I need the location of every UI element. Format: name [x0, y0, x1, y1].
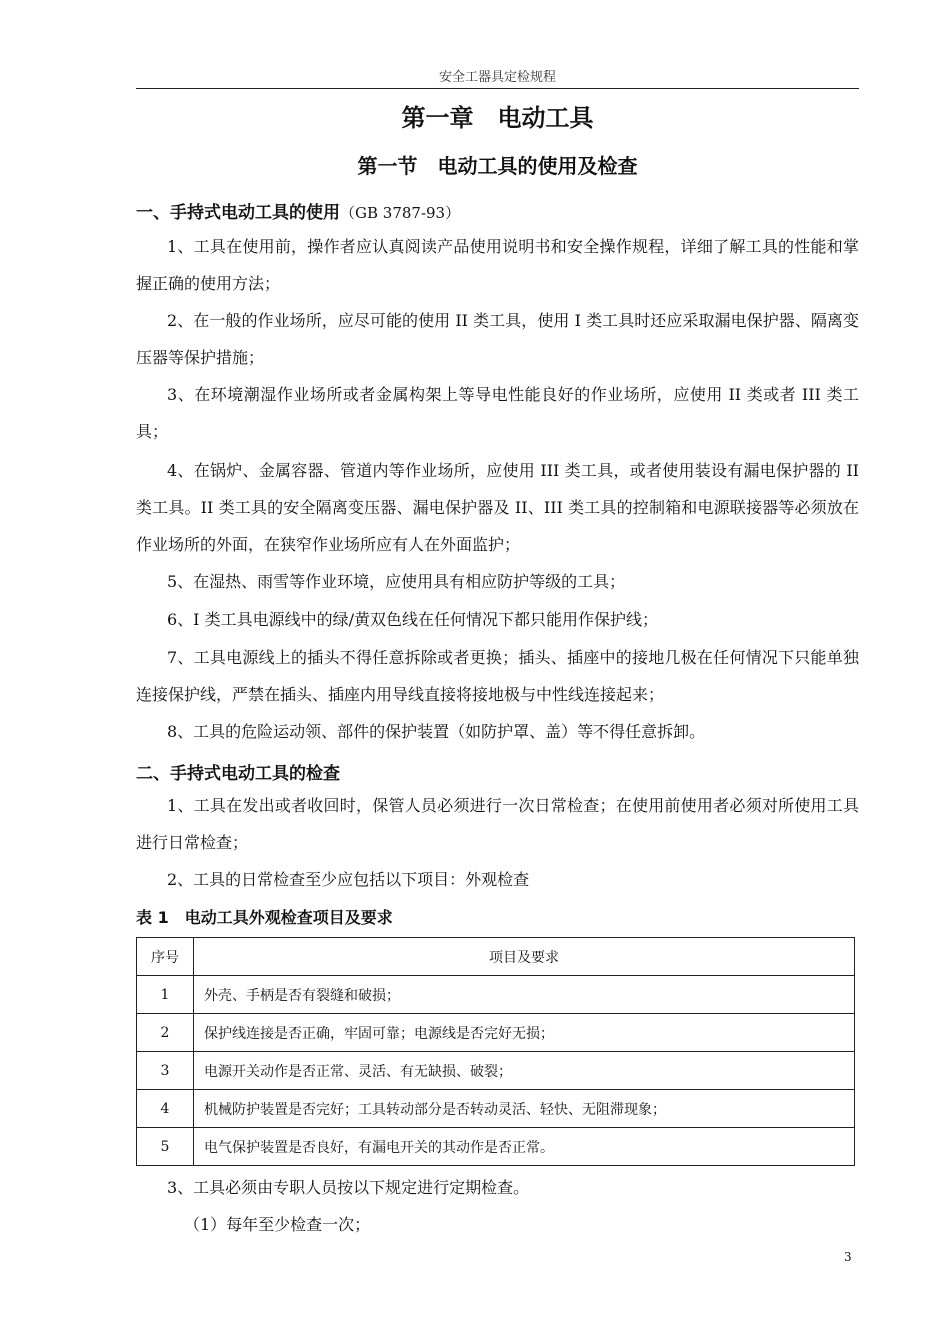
- table-caption: 表 1 电动工具外观检查项目及要求: [136, 908, 393, 927]
- usage-item-4: 4、在锅炉、金属容器、管道内等作业场所，应使用 III 类工具，或者使用装设有漏电保护器的 II 类工具。II 类工具的安全隔离变压器、漏电保护器及 II、III 类工具的控制箱和电源联接器等必须放在作业场所的外面，在狭窄作业场所应有人在外面监护；: [136, 461, 859, 554]
- row-requirement: 电源开关动作是否正常、灵活、有无缺损、破裂；: [194, 1052, 855, 1090]
- running-header: 安全工器具定检规程: [438, 70, 556, 85]
- inspection-table: [136, 937, 855, 1166]
- col-header-number: 序号: [137, 938, 194, 976]
- row-number: 2: [137, 1014, 194, 1052]
- row-number: 3: [137, 1052, 194, 1090]
- page-number: 3: [844, 1250, 852, 1264]
- inspection-item-2: 2、工具的日常检查至少应包括以下项目：外观检查: [167, 870, 530, 889]
- usage-item-6: 6、I 类工具电源线中的绿/黄双色线在任何情况下都只能用作保护线；: [167, 610, 658, 629]
- section-title: 第一节 电动工具的使用及检查: [357, 154, 638, 178]
- row-requirement: 外壳、手柄是否有裂缝和破损；: [194, 976, 855, 1014]
- row-requirement: 机械防护装置是否完好；工具转动部分是否转动灵活、轻快、无阻滞现象；: [194, 1090, 855, 1128]
- row-requirement: 电气保护装置是否良好，有漏电开关的其动作是否正常。: [194, 1128, 855, 1166]
- inspection-item-3: 3、工具必须由专职人员按以下规定进行定期检查。: [167, 1178, 530, 1197]
- heading-usage: [136, 198, 460, 223]
- row-number: 4: [137, 1090, 194, 1128]
- table-row: [137, 976, 855, 1014]
- table-header-row: [137, 938, 855, 976]
- usage-item-8: 8、工具的危险运动领、部件的保护装置（如防护罩、盖）等不得任意拆卸。: [167, 722, 706, 741]
- table-row: [137, 1014, 855, 1052]
- table-row: [137, 1128, 855, 1166]
- row-number: 5: [137, 1128, 194, 1166]
- col-header-requirement: 项目及要求: [194, 938, 855, 976]
- heading-inspection: 二、手持式电动工具的检查: [136, 764, 340, 784]
- heading-usage-standard: （GB 3787-93）: [340, 204, 461, 222]
- usage-item-5: 5、在湿热、雨雪等作业环境，应使用具有相应防护等级的工具；: [167, 572, 626, 591]
- header-rule: [136, 88, 859, 89]
- table-row: [137, 1052, 855, 1090]
- row-number: 1: [137, 976, 194, 1014]
- usage-item-1: 1、工具在使用前，操作者应认真阅读产品使用说明书和安全操作规程，详细了解工具的性能和掌握正确的使用方法；: [136, 237, 859, 293]
- chapter-title: 第一章 电动工具: [401, 104, 594, 132]
- usage-item-2: 2、在一般的作业场所，应尽可能的使用 II 类工具，使用 I 类工具时还应采取漏电保护器、隔离变压器等保护措施；: [136, 311, 859, 367]
- usage-item-7: 7、工具电源线上的插头不得任意拆除或者更换；插头、插座中的接地几极在任何情况下只能单独连接保护线，严禁在插头、插座内用导线直接将接地极与中性线连接起来；: [136, 648, 859, 704]
- inspection-item-1: 1、工具在发出或者收回时，保管人员必须进行一次日常检查；在使用前使用者必须对所使用工具进行日常检查；: [136, 796, 859, 852]
- table-row: [137, 1090, 855, 1128]
- heading-usage-text: 一、手持式电动工具的使用: [136, 203, 340, 223]
- row-requirement: 保护线连接是否正确，牢固可靠；电源线是否完好无损；: [194, 1014, 855, 1052]
- usage-item-3: 3、在环境潮湿作业场所或者金属构架上等导电性能良好的作业场所，应使用 II 类或者 III 类工具；: [136, 385, 859, 441]
- inspection-sub-item-1: （1）每年至少检查一次；: [184, 1215, 371, 1234]
